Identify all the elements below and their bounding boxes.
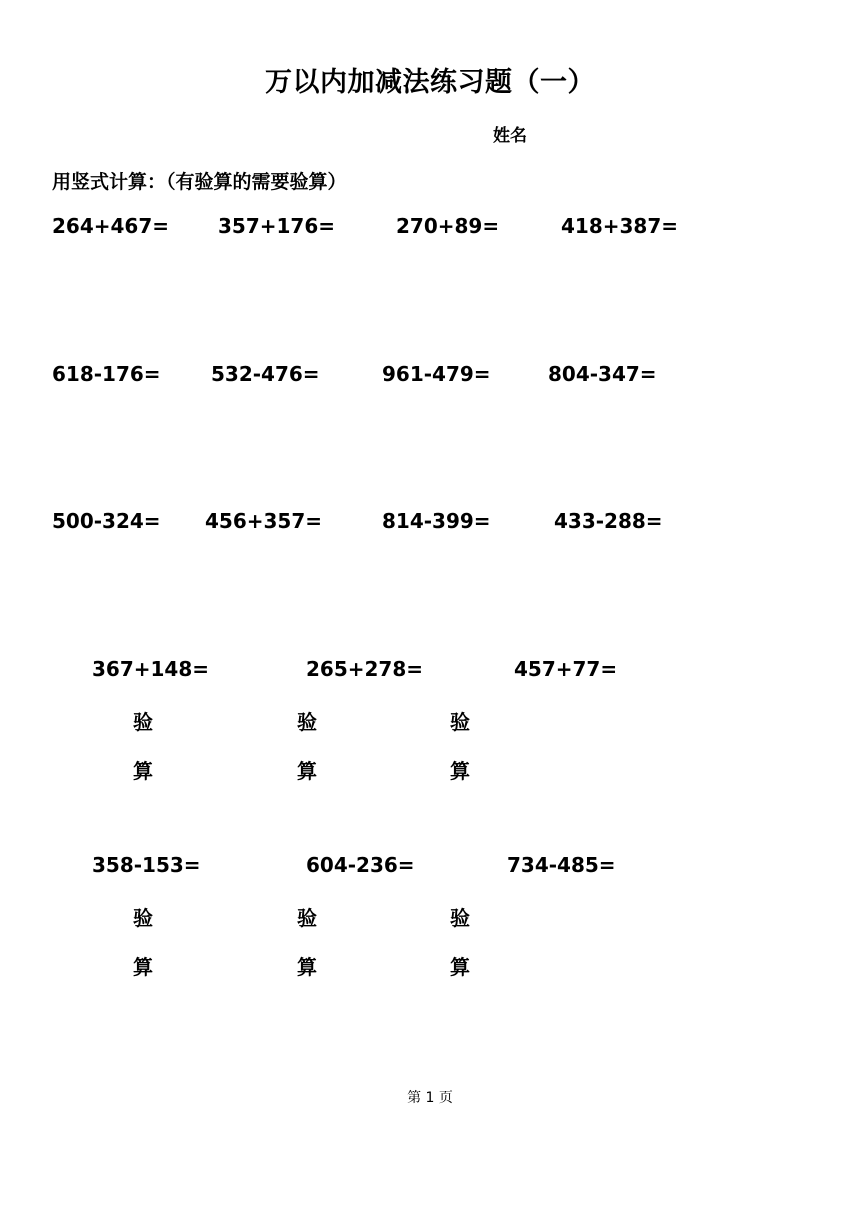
check-label: 算 <box>133 955 153 979</box>
check-label: 算 <box>133 759 153 783</box>
check-label: 验 <box>450 710 470 734</box>
problem: 264+467= <box>52 214 170 238</box>
problem-with-check: 367+148= <box>92 657 210 681</box>
problem: 618-176= <box>52 362 161 386</box>
problem-with-check: 734-485= <box>507 853 616 877</box>
check-label: 验 <box>450 906 470 930</box>
problem: 270+89= <box>396 214 500 238</box>
instruction: 用竖式计算：（有验算的需要验算） <box>52 171 347 193</box>
check-label: 验 <box>297 906 317 930</box>
check-label: 验 <box>133 710 153 734</box>
page-number: 第 1 页 <box>407 1090 453 1106</box>
problem-with-check: 604-236= <box>306 853 415 877</box>
problem-with-check: 457+77= <box>514 657 618 681</box>
problem: 532-476= <box>211 362 320 386</box>
problem: 961-479= <box>382 362 491 386</box>
problem: 456+357= <box>205 509 323 533</box>
check-label: 验 <box>133 906 153 930</box>
problem: 500-324= <box>52 509 161 533</box>
check-label: 算 <box>450 955 470 979</box>
problem: 433-288= <box>554 509 663 533</box>
check-label: 算 <box>297 759 317 783</box>
problem: 357+176= <box>218 214 336 238</box>
page-title: 万以内加减法练习题（一） <box>265 67 595 98</box>
name-label: 姓名 <box>493 126 527 146</box>
check-label: 算 <box>450 759 470 783</box>
problem-with-check: 358-153= <box>92 853 201 877</box>
problem: 804-347= <box>548 362 657 386</box>
check-label: 验 <box>297 710 317 734</box>
check-label: 算 <box>297 955 317 979</box>
problem: 418+387= <box>561 214 679 238</box>
problem-with-check: 265+278= <box>306 657 424 681</box>
problem: 814-399= <box>382 509 491 533</box>
